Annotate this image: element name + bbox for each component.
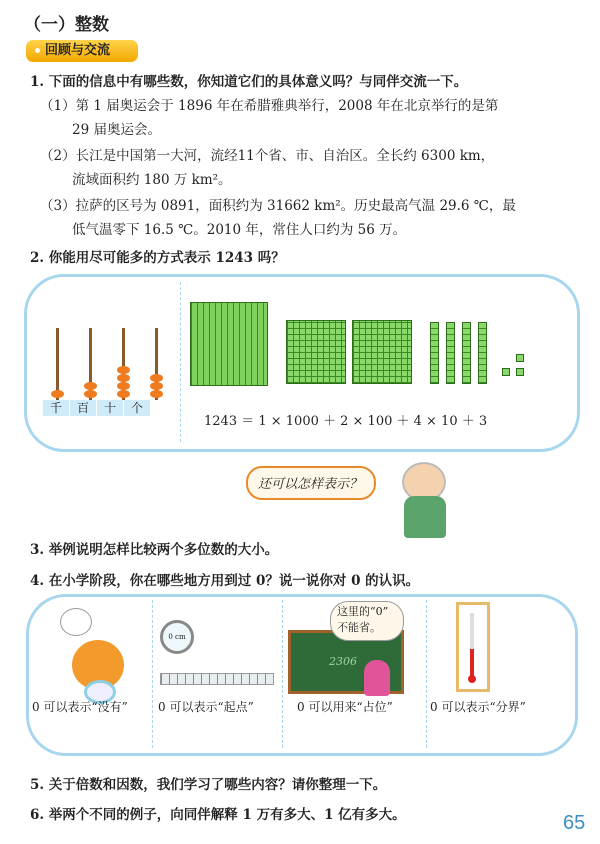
unit-cube xyxy=(502,368,510,376)
section-heading: （一）整数 xyxy=(24,15,109,35)
q1-item-3-line1: （3）拉萨的区号为 0891，面积约为 31662 km²。历史最高气温 29.6 ℃，最 xyxy=(40,198,516,214)
caption-placeholder: 0 可以用来“占位” xyxy=(297,700,393,714)
caption-boundary: 0 可以表示“分界” xyxy=(430,700,526,714)
divider xyxy=(426,600,427,748)
place-tens: 十 xyxy=(97,400,124,416)
place-value-labels xyxy=(43,400,151,416)
girl-illustration xyxy=(364,660,390,696)
place-thousands: 千 xyxy=(43,400,70,416)
thousand-cube xyxy=(190,302,268,386)
question-6: 6. 举两个不同的例子，向同伴解释 1 万有多大、1 亿有多大。 xyxy=(30,807,406,823)
caption-start-point: 0 可以表示“起点” xyxy=(158,700,254,714)
teacher-body xyxy=(404,496,446,538)
expanded-form-equation: 1243 ＝ 1 × 1000 ＋ 2 × 100 ＋ 4 × 10 ＋ 3 xyxy=(204,414,488,429)
thermometer-icon xyxy=(456,602,490,692)
hundred-flat xyxy=(286,320,346,384)
page-number: 65 xyxy=(563,812,586,834)
question-2: 2. 你能用尽可能多的方式表示 1243 吗？ xyxy=(30,250,285,266)
place-ones: 个 xyxy=(124,400,151,416)
dot-icon xyxy=(35,48,40,53)
caption-nothing: 0 可以表示“没有” xyxy=(32,700,128,714)
place-hundreds: 百 xyxy=(70,400,97,416)
ten-rod xyxy=(478,322,487,384)
question-5: 5. 关于倍数和因数，我们学习了哪些内容？请你整理一下。 xyxy=(30,777,387,793)
review-badge xyxy=(26,40,138,62)
q1-item-3-line2: 低气温零下 16.5 ℃。2010 年，常住人口约为 56 万。 xyxy=(72,222,407,238)
blackboard-number: 2306 xyxy=(329,655,357,668)
divider xyxy=(152,600,153,748)
ten-rod xyxy=(430,322,439,384)
unit-cube xyxy=(516,368,524,376)
unit-cube xyxy=(516,354,524,362)
divider xyxy=(180,282,181,442)
badge-label: 回顾与交流 xyxy=(45,43,111,58)
q1-item-2-line1: （2）长江是中国第一大河，流经11个省、市、自治区。全长约 6300 km， xyxy=(40,148,495,164)
divider xyxy=(282,600,283,748)
question-3: 3. 举例说明怎样比较两个多位数的大小。 xyxy=(30,542,279,558)
bubble-text: 还可以怎样表示？ xyxy=(258,477,363,492)
q1-item-1-line1: （1）第 1 届奥运会于 1896 年在希腊雅典举行，2008 年在北京举行的是第 xyxy=(40,98,499,114)
ruler-label: 0 cm xyxy=(168,633,186,641)
q1-item-2-line2: 流域面积约 180 万 km²。 xyxy=(72,172,232,188)
question-1: 1. 下面的信息中有哪些数，你知道它们的具体意义吗？与同伴交流一下。 xyxy=(30,74,468,90)
question-4: 4. 在小学阶段，你在哪些地方用到过 0？说一说你对 0 的认识。 xyxy=(30,573,420,589)
girl-speech-bubble xyxy=(330,601,404,641)
ten-rod xyxy=(462,322,471,384)
q1-item-1-line2: 29 届奥运会。 xyxy=(72,122,161,138)
magnifier-icon xyxy=(160,620,194,654)
thought-bubble xyxy=(60,608,92,636)
bubble-line-2: 不能省。 xyxy=(337,621,381,634)
hundred-flat xyxy=(352,320,412,384)
bubble-line-1: 这里的“0” xyxy=(337,605,389,618)
ten-rod xyxy=(446,322,455,384)
ruler-icon xyxy=(160,673,274,685)
